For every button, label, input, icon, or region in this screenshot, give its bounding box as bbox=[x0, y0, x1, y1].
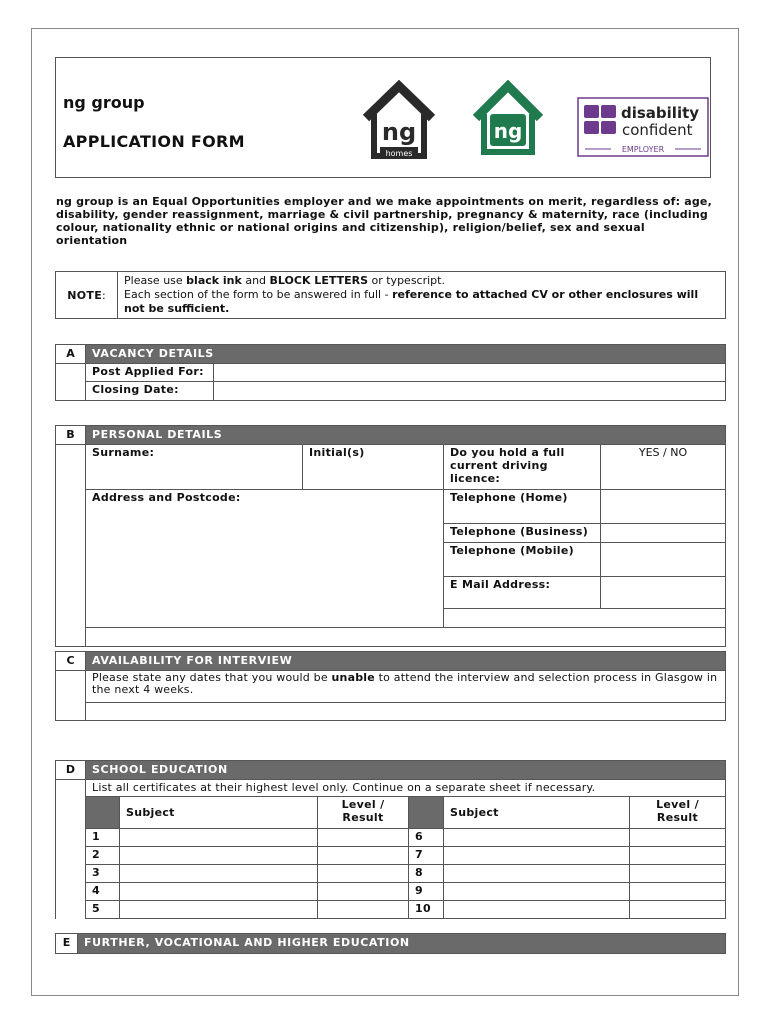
section-d-title: SCHOOL EDUCATION bbox=[86, 761, 726, 780]
school-instructions: List all certificates at their highest level only. Continue on a separate sheet if necessary. bbox=[86, 780, 726, 797]
tel-mobile-field[interactable] bbox=[601, 543, 726, 577]
table-row bbox=[56, 847, 726, 865]
row-number: 6 bbox=[409, 829, 444, 847]
section-b-letter: B bbox=[56, 426, 86, 445]
ng-green-logo bbox=[470, 80, 546, 156]
row-number: 5 bbox=[86, 901, 120, 919]
section-b-personal bbox=[55, 425, 726, 647]
dc-line3: EMPLOYER bbox=[621, 145, 665, 154]
section-e-title: FURTHER, VOCATIONAL AND HIGHER EDUCATION bbox=[78, 934, 726, 954]
row-number: 2 bbox=[86, 847, 120, 865]
subject-header-right: Subject bbox=[444, 797, 630, 829]
table-row bbox=[56, 901, 726, 919]
note-table bbox=[55, 271, 726, 319]
equal-opportunities-statement: ng group is an Equal Opportunities employer and we make appointments on merit, regardless of: age, disability, gender reassignment, marriage & civil partnership, pregnancy & maternity, race (including colour, nationality ethnic or national origins and citizenship), religion/belief, sex and sexual orientation bbox=[56, 195, 712, 247]
subject-field[interactable] bbox=[120, 847, 318, 865]
table-row bbox=[56, 883, 726, 901]
level-field[interactable] bbox=[630, 901, 726, 919]
subject-field[interactable] bbox=[444, 901, 630, 919]
level-field[interactable] bbox=[318, 847, 409, 865]
ng-homes-logo-text: ng bbox=[381, 118, 417, 146]
section-a-letter: A bbox=[56, 345, 86, 364]
section-b-title: PERSONAL DETAILS bbox=[86, 426, 726, 445]
ng-homes-logo-sub: homes bbox=[385, 149, 413, 158]
dc-line1: disability bbox=[621, 104, 700, 122]
table-row bbox=[56, 829, 726, 847]
subject-field[interactable] bbox=[120, 883, 318, 901]
ng-homes-logo bbox=[360, 80, 438, 160]
note-label: NOTE: bbox=[56, 272, 118, 319]
row-number: 8 bbox=[409, 865, 444, 883]
subject-field[interactable] bbox=[444, 847, 630, 865]
row-number: 1 bbox=[86, 829, 120, 847]
tel-home-label: Telephone (Home) bbox=[444, 490, 601, 524]
section-d-school-education bbox=[55, 760, 726, 919]
dc-line2: confident bbox=[622, 121, 693, 139]
section-a-title: VACANCY DETAILS bbox=[86, 345, 726, 364]
post-applied-label: Post Applied For: bbox=[86, 364, 214, 382]
ng-green-logo-text: ng bbox=[493, 119, 523, 143]
address-field[interactable]: Address and Postcode: bbox=[86, 490, 444, 628]
section-c-availability bbox=[55, 651, 726, 721]
availability-instructions: Please state any dates that you would be unable to attend the interview and selection process in Glasgow in the next 4 weeks. bbox=[86, 671, 726, 703]
tel-home-field[interactable] bbox=[601, 490, 726, 524]
note-text: Please use black ink and BLOCK LETTERS or typescript. Each section of the form to be answered in full - reference to attached CV or other enclosures will not be sufficient. bbox=[118, 272, 726, 319]
section-c-letter: C bbox=[56, 652, 86, 671]
section-e-further-education bbox=[55, 933, 726, 954]
form-title: APPLICATION FORM bbox=[63, 132, 245, 151]
closing-date-label: Closing Date: bbox=[86, 382, 214, 401]
section-a-vacancy bbox=[55, 344, 726, 401]
row-number: 3 bbox=[86, 865, 120, 883]
section-c-title: AVAILABILITY FOR INTERVIEW bbox=[86, 652, 726, 671]
section-d-letter: D bbox=[56, 761, 86, 780]
subject-header-left: Subject bbox=[120, 797, 318, 829]
post-applied-field[interactable] bbox=[214, 364, 726, 382]
closing-date-field[interactable] bbox=[214, 382, 726, 401]
row-number: 9 bbox=[409, 883, 444, 901]
tel-mobile-label: Telephone (Mobile) bbox=[444, 543, 601, 577]
table-row bbox=[56, 865, 726, 883]
level-field[interactable] bbox=[630, 847, 726, 865]
availability-dates-field[interactable] bbox=[86, 703, 726, 721]
subject-field[interactable] bbox=[444, 865, 630, 883]
level-field[interactable] bbox=[630, 865, 726, 883]
level-field[interactable] bbox=[318, 865, 409, 883]
subject-field[interactable] bbox=[120, 865, 318, 883]
level-field[interactable] bbox=[318, 829, 409, 847]
row-number: 7 bbox=[409, 847, 444, 865]
level-header-left: Level / Result bbox=[318, 797, 409, 829]
subject-field[interactable] bbox=[444, 829, 630, 847]
level-field[interactable] bbox=[630, 883, 726, 901]
row-number: 10 bbox=[409, 901, 444, 919]
tel-business-field[interactable] bbox=[601, 524, 726, 543]
level-field[interactable] bbox=[318, 901, 409, 919]
subject-field[interactable] bbox=[120, 901, 318, 919]
initials-field[interactable]: Initial(s) bbox=[303, 445, 444, 490]
tel-business-label: Telephone (Business) bbox=[444, 524, 601, 543]
disability-confident-logo bbox=[577, 97, 709, 157]
row-number: 4 bbox=[86, 883, 120, 901]
email-label: E Mail Address: bbox=[444, 577, 601, 609]
email-field[interactable] bbox=[601, 577, 726, 609]
org-name: ng group bbox=[63, 93, 145, 112]
licence-yes-no[interactable]: YES / NO bbox=[601, 445, 726, 490]
address-extra-row[interactable] bbox=[86, 628, 726, 647]
subject-field[interactable] bbox=[444, 883, 630, 901]
licence-label: Do you hold a full current driving licence: bbox=[444, 445, 601, 490]
section-e-letter: E bbox=[56, 934, 78, 954]
level-field[interactable] bbox=[318, 883, 409, 901]
subject-field[interactable] bbox=[120, 829, 318, 847]
level-field[interactable] bbox=[630, 829, 726, 847]
level-header-right: Level / Result bbox=[630, 797, 726, 829]
surname-field[interactable]: Surname: bbox=[86, 445, 303, 490]
